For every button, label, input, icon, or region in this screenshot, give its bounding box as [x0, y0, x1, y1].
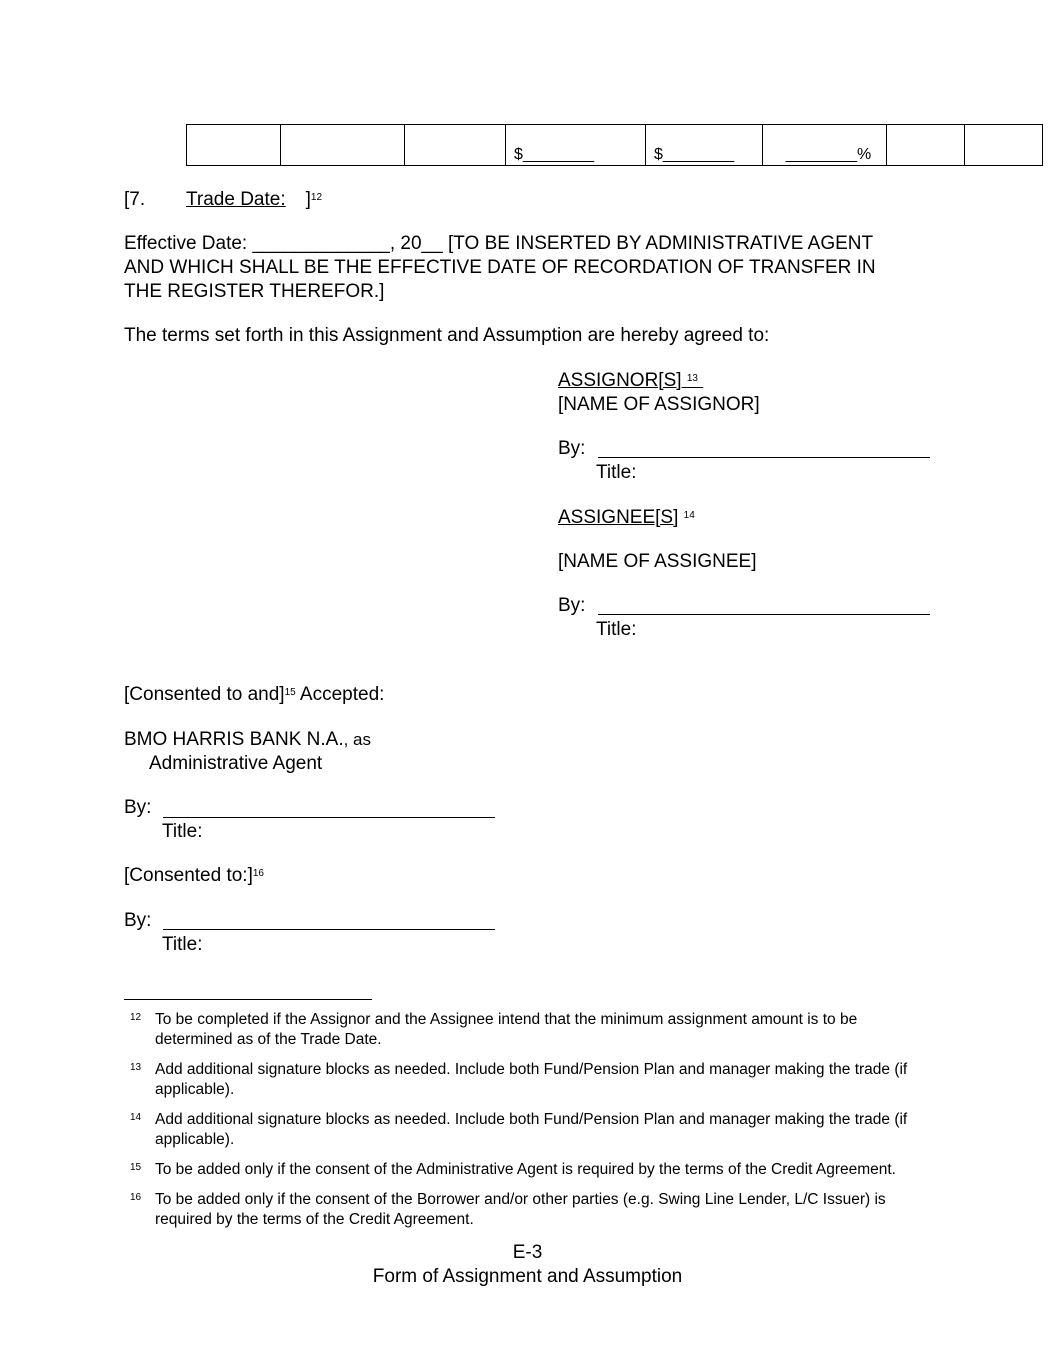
table-cell: ________%: [763, 125, 887, 166]
trade-date-close: ]: [305, 189, 311, 210]
assignee-by-label: By:: [558, 595, 586, 616]
table-cell: $________: [506, 125, 646, 166]
footnote-ref-14: 14: [683, 510, 695, 521]
table-cell: [965, 125, 1043, 166]
agent-signature-line: [163, 817, 495, 818]
assignee-signature-line: [598, 614, 930, 615]
allocation-table: [186, 124, 1043, 166]
document-title: Form of Assignment and Assumption: [372, 1266, 683, 1287]
consented-to-line: [Consented to:]$^{16}$: [124, 865, 264, 886]
consented-by-label: By:: [124, 910, 152, 931]
agent-by-label: By:: [124, 797, 152, 818]
trade-date-line: [186, 188, 322, 212]
page-number: E-3: [512, 1242, 543, 1263]
effective-date-line-1: Effective Date: _____________, 20__ [TO BE INSERTED BY ADMINISTRATIVE AGENT: [124, 233, 874, 254]
trade-date-open: [7.: [124, 189, 146, 210]
assignee-title-label: Title:: [596, 619, 637, 640]
table-row: [187, 125, 1043, 166]
assignor-signature-line: [598, 457, 930, 458]
footnote-ref-13: 13: [686, 373, 698, 384]
agent-title-label: Title:: [162, 821, 203, 842]
agent-role: Administrative Agent: [149, 753, 323, 774]
table-cell: [187, 125, 281, 166]
footnote-14: 14 Add additional signature blocks as needed. Include both Fund/Pension Plan and manager making the trade (if applicable).: [130, 1111, 908, 1148]
footnote-12: 12 To be completed if the Assignor and the Assignee intend that the minimum assignment amount is to be determined as of the Trade Date.: [130, 1011, 858, 1048]
agreement-statement: The terms set forth in this Assignment and Assumption are hereby agreed to:: [124, 325, 770, 346]
agent-name-line: BMO HARRIS BANK N.A., as: [124, 729, 372, 750]
footnote-13: 13 Add additional signature blocks as needed. Include both Fund/Pension Plan and manager making the trade (if applicable).: [130, 1061, 908, 1098]
footnote-15: 15 To be added only if the consent of the Administrative Agent is required by the terms of the Credit Agreement.: [130, 1161, 896, 1178]
assignor-heading: ASSIGNOR[S] $^{13}$: [558, 370, 698, 391]
agent-name: BMO HARRIS BANK N.A.: [124, 729, 344, 750]
effective-date-line-2: AND WHICH SHALL BE THE EFFECTIVE DATE OF RECORDATION OF TRANSFER IN: [124, 257, 876, 278]
footnote-ref-16: 16: [252, 868, 264, 879]
assignor-title-label: Title:: [596, 462, 637, 483]
trade-date-label: Trade Date:: [186, 189, 286, 210]
footnote-ref-12: 12: [310, 192, 323, 203]
footnote-16: 16 To be added only if the consent of the Borrower and/or other parties (e.g. Swing Line Lender, L/C Issuer) is required by the terms of the Credit Agreement.: [130, 1191, 886, 1228]
footnote-ref-15: 15: [284, 687, 296, 698]
assignee-heading: ASSIGNEE[S] $^{14}$: [558, 507, 695, 528]
table-cell: [405, 125, 506, 166]
assignor-name: [NAME OF ASSIGNOR]: [558, 394, 760, 415]
table-cell: [887, 125, 965, 166]
assignor-by-label: By:: [558, 438, 586, 459]
consented-signature-line: [163, 929, 495, 930]
assignee-name: [NAME OF ASSIGNEE]: [558, 551, 757, 572]
footnote-separator: [124, 999, 372, 1000]
table-cell: [281, 125, 405, 166]
consent-accepted-line: [Consented to and]$^{15}$ Accepted:: [124, 684, 385, 705]
table-cell: $________: [646, 125, 763, 166]
effective-date-line-3: THE REGISTER THEREFOR.]: [124, 281, 385, 302]
consented-title-label: Title:: [162, 934, 203, 955]
